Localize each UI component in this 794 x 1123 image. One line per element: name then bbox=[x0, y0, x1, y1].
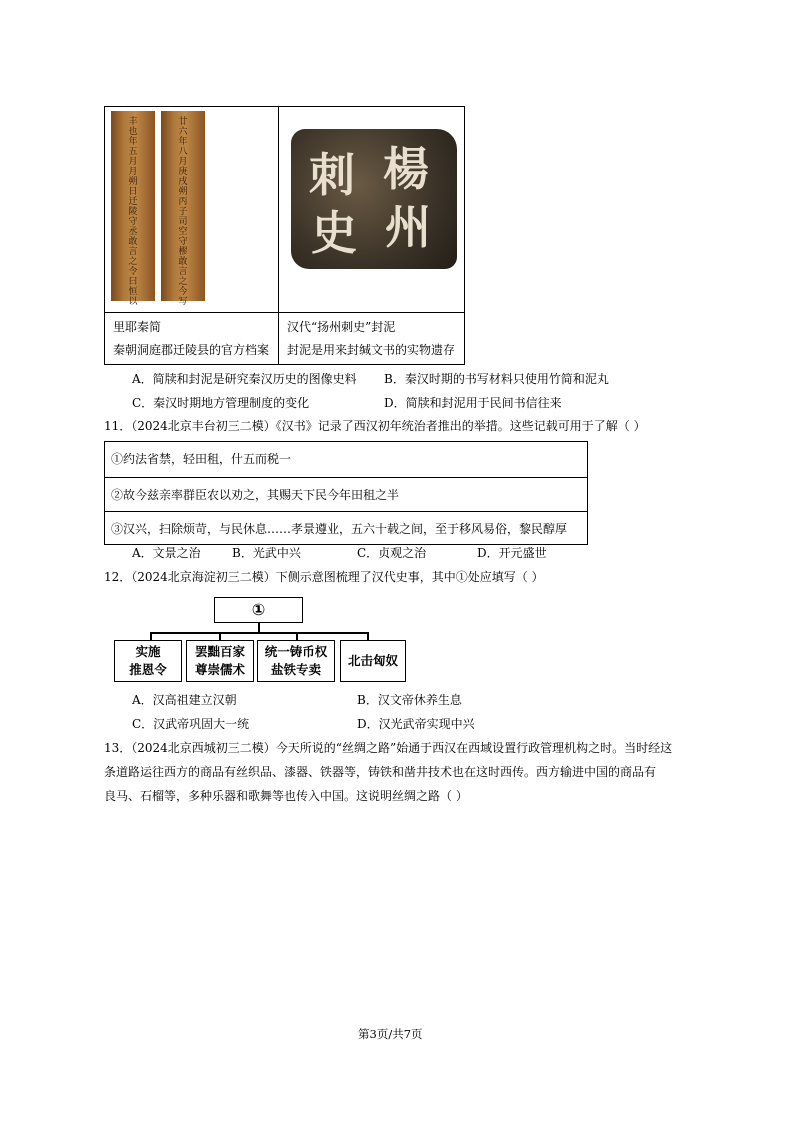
q12-option-c: C．汉武帝巩固大一统 bbox=[132, 717, 250, 731]
box-3-line-1: 统一铸币权 bbox=[264, 644, 328, 659]
q10-option-d: D．简牍和封泥用于民间书信往来 bbox=[384, 396, 562, 410]
connector-line bbox=[258, 623, 260, 632]
q11-row-1: ①约法省禁，轻田租，什五而税一 bbox=[111, 452, 292, 466]
q11-stem: 11．（2024北京丰台初三二模）《汉书》记录了西汉初年统治者推出的举措。这些记载可用于了解（ ） bbox=[104, 419, 646, 433]
q13-stem-line-2: 条道路运往西方的商品有丝织品、漆器、铁器等，铸铁和凿井技术也在这时西传。西方输进中国的商品有 bbox=[104, 765, 657, 779]
table-row bbox=[105, 442, 587, 477]
clay-seal-image: 楊 州 刺 史 bbox=[279, 107, 466, 312]
q11-row-2: ②故今兹亲率群臣农以劝之，其赐天下民今年田租之半 bbox=[111, 488, 400, 502]
diagram-box-3 bbox=[257, 640, 335, 682]
q12-option-d: D．汉光武帝实现中兴 bbox=[357, 717, 475, 731]
q10-option-c: C．秦汉时期地方管理制度的变化 bbox=[132, 396, 310, 410]
q10-option-a: A．简牍和封泥是研究秦汉历史的图像史料 bbox=[132, 372, 357, 386]
table-row bbox=[105, 477, 587, 511]
diagram-top-label: ① bbox=[251, 600, 266, 619]
q10-image-table bbox=[104, 106, 465, 365]
cell-left-title: 里耶秦简 bbox=[113, 320, 162, 334]
q12-stem: 12．（2024北京海淀初三二模）下侧示意图梳理了汉代史事，其中①处应填写（ ） bbox=[104, 570, 544, 584]
diagram-box-4 bbox=[340, 640, 406, 682]
q13-stem-line-3: 良马、石榴等，多种乐器和歌舞等也传入中国。这说明丝绸之路（ ） bbox=[104, 789, 468, 803]
page-number: 第3页/共7页 bbox=[358, 1027, 423, 1041]
box-1-line-1: 实施 bbox=[135, 644, 161, 659]
q10-option-b: B．秦汉时期的书写材料只使用竹简和泥丸 bbox=[384, 372, 609, 386]
box-3-line-2: 盐铁专卖 bbox=[270, 662, 321, 677]
q11-option-d: D．开元盛世 bbox=[477, 546, 547, 560]
q11-row-3: ③汉兴，扫除烦苛，与民休息……孝景遵业，五六十载之间，至于移风易俗，黎民醇厚 bbox=[111, 522, 568, 536]
q11-option-b: B．光武中兴 bbox=[232, 546, 301, 560]
cell-right-title: 汉代“扬州刺史”封泥 bbox=[287, 320, 396, 334]
q12-option-a: A．汉高祖建立汉朝 bbox=[132, 693, 237, 707]
q12-option-b: B．汉文帝休养生息 bbox=[357, 693, 462, 707]
connector-line bbox=[296, 632, 298, 640]
box-2-line-1: 罢黜百家 bbox=[194, 644, 245, 659]
cell-right-desc: 封泥是用来封缄文书的实物遗存 bbox=[287, 343, 456, 357]
connector-line bbox=[367, 632, 369, 640]
q11-option-a: A．文景之治 bbox=[132, 546, 201, 560]
table-divider bbox=[105, 312, 464, 313]
connector-line bbox=[219, 632, 221, 640]
diagram-box-2 bbox=[186, 640, 254, 682]
box-1-line-2: 推恩令 bbox=[129, 662, 167, 677]
q11-option-c: C．贞观之治 bbox=[357, 546, 427, 560]
cell-left-desc: 秦朝洞庭郡迁陵县的官方档案 bbox=[113, 343, 270, 357]
diagram-box-1 bbox=[114, 640, 182, 682]
q11-source-table bbox=[104, 441, 588, 545]
table-row bbox=[105, 511, 587, 545]
connector-line bbox=[150, 632, 152, 640]
box-4-line-1: 北击匈奴 bbox=[347, 653, 398, 668]
connector-line bbox=[150, 632, 368, 634]
bamboo-slips-image: 丰 也 年 五 月 月 朔 日 迁 陵 守 丞 敢 言 之 令 曰 恒 以 廿 六 年 八 月 庚 戌 朔 丙 子 司 空 守 樛 敢 言 之 今 写 bbox=[111, 111, 206, 301]
q13-stem-line-1: 13．（2024北京西城初三二模）今天所说的“丝绸之路”始通于西汉在西域设置行政管理机构之时。当时经这 bbox=[104, 741, 673, 755]
diagram-top-box bbox=[214, 597, 303, 623]
box-2-line-2: 尊崇儒术 bbox=[194, 662, 245, 677]
